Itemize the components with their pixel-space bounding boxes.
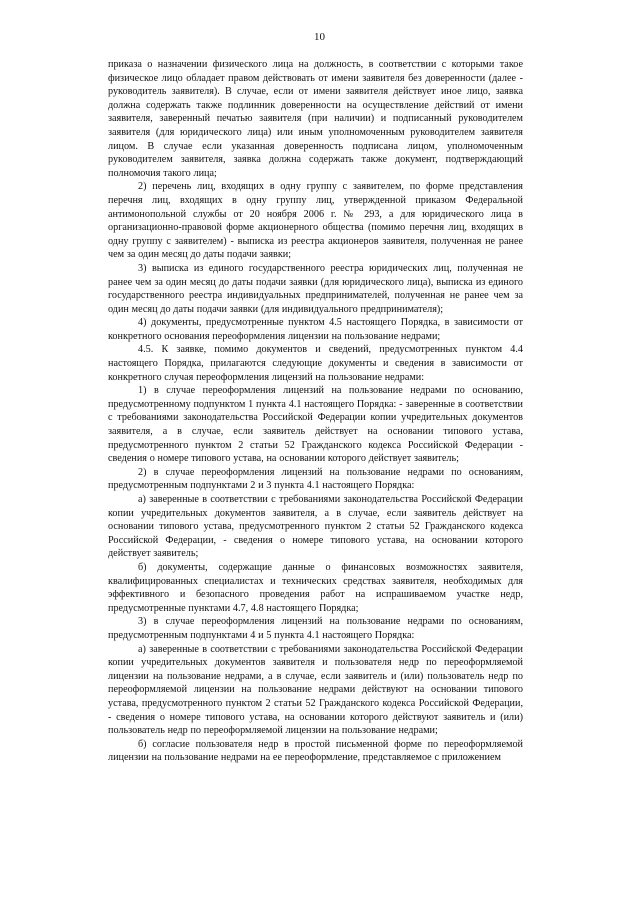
paragraph: приказа о назначении физического лица на должность, в соответствии с которыми такое физическое лицо обладает правом действовать от имени заявителя без доверенности (далее - руководитель заявителя). В случае, если от имени заявителя действует иное лицо, заявка должна содержать также подлинник доверенности на осуществление действий от имени заявителя, заверенный печатью заявителя (при наличии) и подписанный руководителем заявителя (для юридического лица) или иным уполномоченным руководителем заявителя лицом. В случае если указанная доверенность подписана лицом, уполномоченным руководителем заявителя, заявка должна содержать также документ, подтверждающий полномочия такого лица; (108, 59, 523, 179)
paragraph: а) заверенные в соответствии с требованиями законодательства Российской Федерации копии учредительных документов заявителя и пользователя недр по переоформляемой лицензии на пользование недрами, а в случае, если заявитель и (или) пользователь недр по переоформляемой лицензии на пользование недрами действуют на основании типового устава, предусмотренного пунктом 2 статьи 52 Гражданского кодекса Российской Федерации, - сведения о номере типового устава, на основании которого действуют заявитель и (или) пользователь недр по переоформляемой лицензии на пользование недрами; (108, 643, 523, 737)
paragraph: 4) документы, предусмотренные пунктом 4.5 настоящего Порядка, в зависимости от конкретного основания переоформления лицензии на пользование недрами; (108, 317, 523, 342)
page-number: 10 (314, 31, 325, 43)
paragraph: б) документы, содержащие данные о финансовых возможностях заявителя, квалифицированных специалистах и технических средствах заявителя, необходимых для эффективного и безопасного проведения работ на испрашиваемом участке недр, предусмотренные пунктами 4.7, 4.8 настоящего Порядка; (108, 561, 523, 614)
paragraph: 2) перечень лиц, входящих в одну группу с заявителем, по форме представления перечня лиц, входящих в одну группу лиц, утвержденной приказом Федеральной антимонопольной службы от 20 ноября 2006 г. № 293, а для юридического лица в организационно-правовой форме акционерного общества (помимо перечня лиц, входящих в одну группу с заявителем) - выписка из реестра акционеров заявителя, полученная не ранее чем за один месяц до даты подачи заявки; (108, 181, 523, 261)
paragraph: 4.5. К заявке, помимо документов и сведений, предусмотренных пунктом 4.4 настоящего Порядка, прилагаются следующие документы и сведения в зависимости от конкретного случая переоформления лицензий на пользование недрами: (108, 344, 523, 383)
paragraph: а) заверенные в соответствии с требованиями законодательства Российской Федерации копии учредительных документов заявителя, а в случае, если заявитель действует на основании типового устава, предусмотренного пунктом 2 статьи 52 Гражданского кодекса Российской Федерации, - сведения о номере типового устава, на основании которого действует заявитель; (108, 494, 523, 560)
paragraph: 1) в случае переоформления лицензий на пользование недрами по основанию, предусмотренному подпунктом 1 пункта 4.1 настоящего Порядка: - заверенные в соответствии с требованиями законодательства Российской Федерации копии учредительных документов заявителя, а в случае, если заявитель действует на основании типового устава, предусмотренного пунктом 2 статьи 52 Гражданского кодекса Российской Федерации - сведения о номере типового устава, на основании которого действует заявитель; (108, 385, 523, 465)
paragraph: 3) выписка из единого государственного реестра юридических лиц, полученная не ранее чем за один месяц до даты подачи заявки (для юридического лица), выписка из единого государственного реестра индивидуальных предпринимателей, полученная не ранее чем за один месяц до даты подачи заявки (для индивидуального предпринимателя); (108, 262, 523, 315)
document-body (108, 58, 523, 765)
paragraph: 3) в случае переоформления лицензий на пользование недрами по основаниям, предусмотренным подпунктами 4 и 5 пункта 4.1 настоящего Порядка: (108, 616, 523, 641)
paragraph: 2) в случае переоформления лицензий на пользование недрами по основаниям, предусмотренным подпунктами 2 и 3 пункта 4.1 настоящего Порядка: (108, 466, 523, 492)
paragraph: б) согласие пользователя недр в простой письменной форме по переоформляемой лицензии на пользование недрами на ее переоформление, представляемое с приложением (108, 738, 523, 764)
